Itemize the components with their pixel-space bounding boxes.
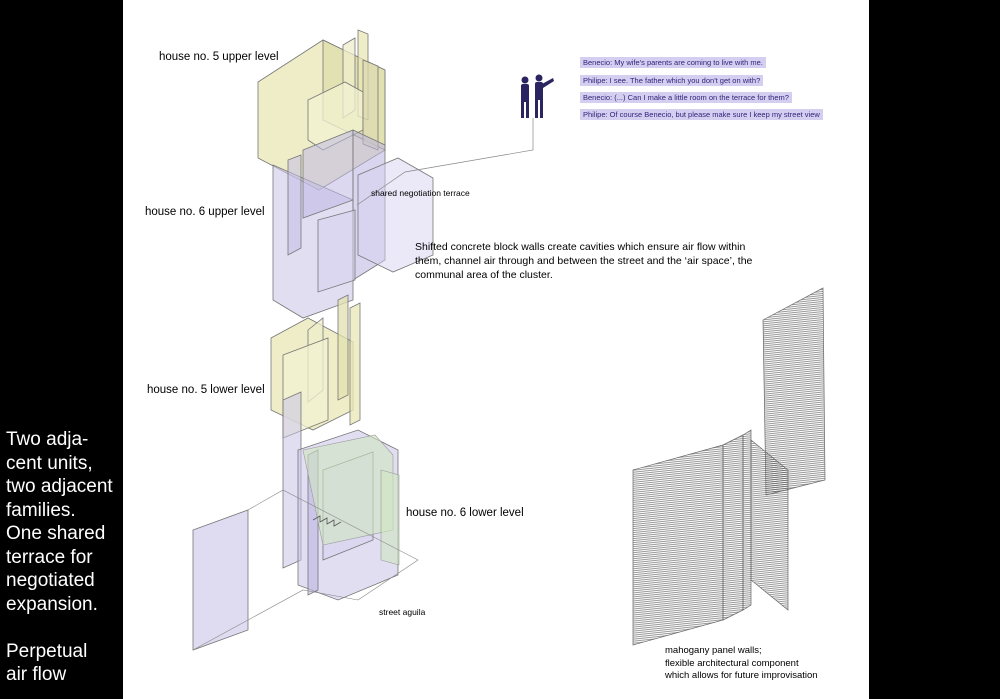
mahogany-panels	[633, 288, 825, 645]
dialogue-line-4: Philipe: Of course Benecio, but please make sure I keep my street view	[580, 109, 823, 120]
two-figures-icon	[521, 75, 554, 119]
airflow-note: Shifted concrete block walls create cavities which ensure air flow within them, channel air through and between the street and the ‘air space’, the communal area of the cluster.	[415, 241, 753, 281]
sidebar-caption: Two adja- cent units, two adjacent families. One shared terrace for negotiated expansion. Perpetual air flow	[6, 429, 113, 685]
label-shared-terrace: shared negotiation terrace	[371, 188, 470, 198]
dialogue-line-1: Benecio: My wife's parents are coming to live with me.	[580, 57, 766, 68]
right-margin	[869, 0, 1000, 699]
panel-caption: mahogany panel walls; flexible architectural component which allows for future improvisation	[665, 645, 818, 681]
label-house5-upper: house no. 5 upper level	[159, 51, 279, 63]
axonometric-drawing	[123, 0, 869, 699]
label-house6-lower: house no. 6 lower level	[406, 507, 524, 519]
dialogue-line-2: Philipe: I see. The father which you don't get on with?	[580, 75, 763, 86]
dialogue-line-3: Benecio: (...) Can I make a little room on the terrace for them?	[580, 92, 792, 103]
label-house6-upper: house no. 6 upper level	[145, 206, 265, 218]
label-street: street aguila	[379, 607, 426, 617]
left-sidebar	[0, 0, 123, 699]
drawing-sheet	[123, 0, 869, 699]
label-house5-lower: house no. 5 lower level	[147, 384, 265, 396]
